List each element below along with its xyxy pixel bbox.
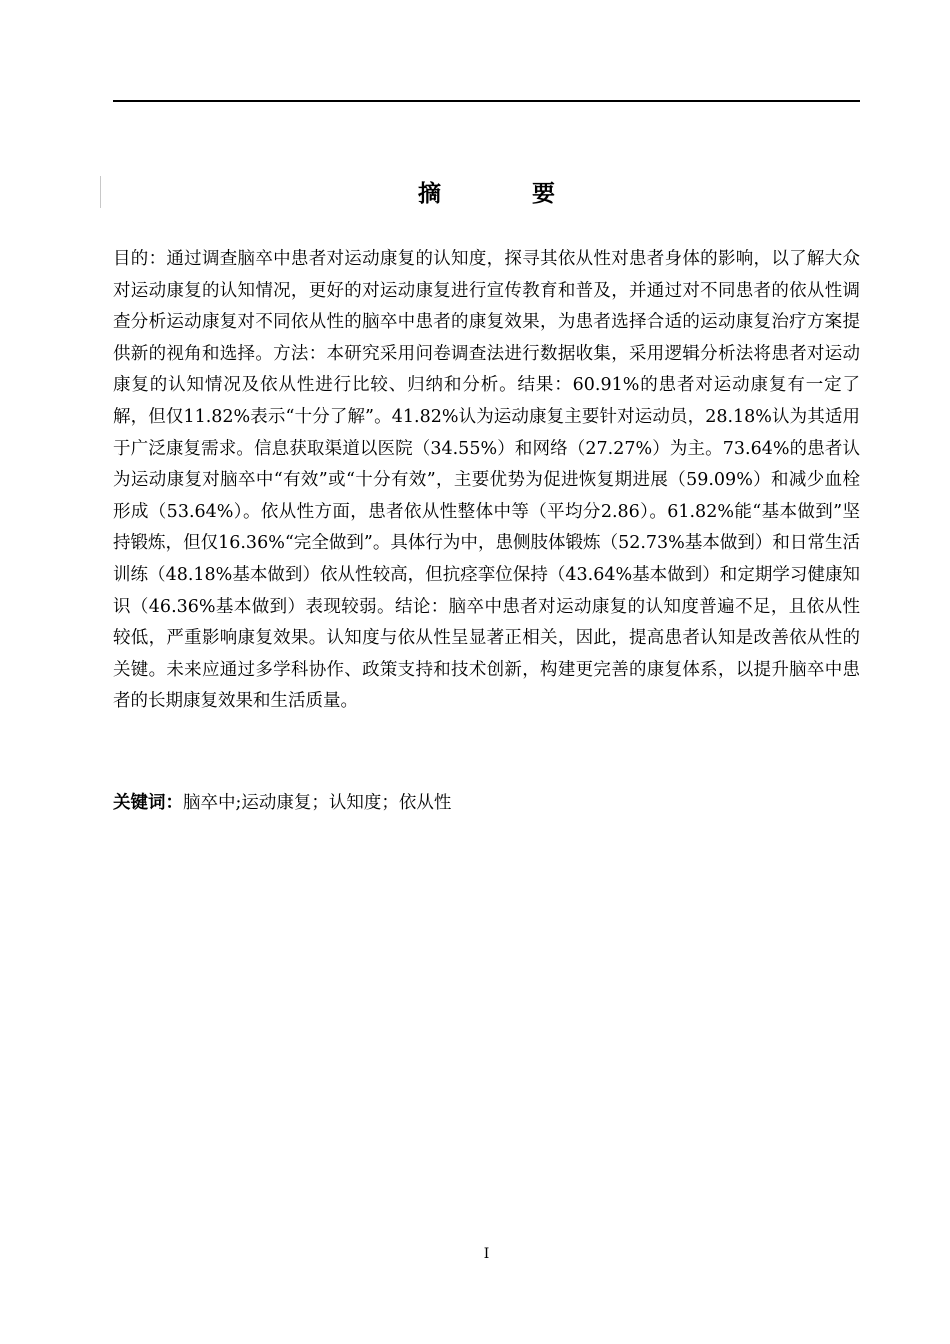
page-number: I	[483, 1246, 490, 1262]
keywords-label: 关键词：	[113, 793, 183, 813]
keywords-line	[113, 789, 860, 817]
abstract-title: 摘 要	[418, 181, 589, 207]
margin-mark	[100, 176, 101, 208]
abstract-body: 目的：通过调查脑卒中患者对运动康复的认知度，探寻其依从性对患者身体的影响，以了解大众对运动康复的认知情况，更好的对运动康复进行宣传教育和普及，并通过对不同患者的依从性调查分析运动康复对不同依从性的脑卒中患者的康复效果，为患者选择合适的运动康复治疗方案提供新的视角和选择。方法：本研究采用问卷调查法进行数据收集，采用逻辑分析法将患者对运动康复的认知情况及依从性进行比较、归纳和分析。结果：60.91%的患者对运动康复有一定了解，但仅11.82%表示“十分了解”。41.82%认为运动康复主要针对运动员，28.18%认为其适用于广泛康复需求。信息获取渠道以医院（34.55%）和网络（27.27%）为主。73.64%的患者认为运动康复对脑卒中“有效”或“十分有效”，主要优势为促进恢复期进展（59.09%）和减少血栓形成（53.64%）。依从性方面，患者依从性整体中等（平均分2.86）。61.82%能“基本做到”坚持锻炼，但仅16.36%“完全做到”。具体行为中，患侧肢体锻炼（52.73%基本做到）和日常生活训练（48.18%基本做到）依从性较高，但抗痉挛位保持（43.64%基本做到）和定期学习健康知识（46.36%基本做到）表现较弱。结论：脑卒中患者对运动康复的认知度普遍不足，且依从性较低，严重影响康复效果。认知度与依从性呈显著正相关，因此，提高患者认知是改善依从性的关键。未来应通过多学科协作、政策支持和技术创新，构建更完善的康复体系，以提升脑卒中患者的长期康复效果和生活质量。	[113, 249, 860, 712]
header-rule	[113, 100, 860, 102]
keywords-text: 脑卒中;运动康复；认知度；依从性	[183, 793, 452, 813]
